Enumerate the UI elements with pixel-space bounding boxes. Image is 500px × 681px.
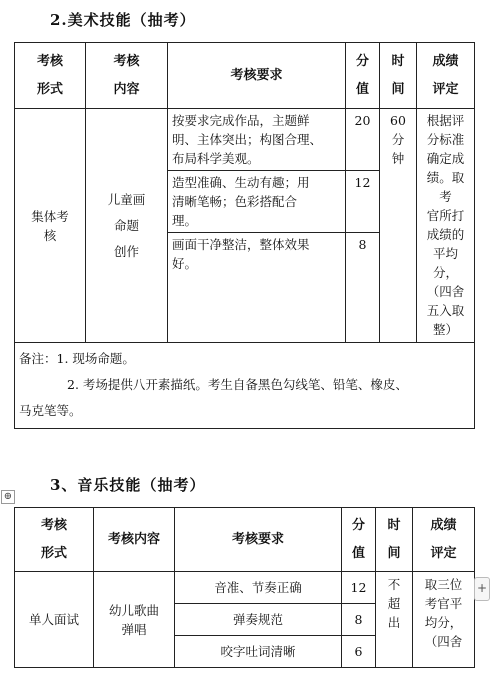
note-row — [15, 343, 475, 429]
header-grade: 成绩 评定 — [417, 43, 475, 109]
header-grade: 成绩 评定 — [413, 508, 475, 572]
requirement-cell: 按要求完成作品，主题鲜 明、主体突出；构图合理、 布局科学美观。 — [168, 109, 346, 171]
requirement-cell: 造型准确、生动有趣；用 清晰笔畅；色彩搭配合 理。 — [168, 171, 346, 233]
exam-content-cell: 幼儿歌曲 弹唱 — [94, 572, 175, 668]
exam-form-cell: 单人面试 — [15, 572, 94, 668]
header-row — [15, 508, 475, 572]
score-cell: 20 — [346, 109, 380, 171]
requirement-cell: 画面干净整洁，整体效果 好。 — [168, 233, 346, 343]
table-row — [15, 572, 475, 604]
time-cell: 不 超 出 — [376, 572, 413, 668]
grade-cell: 取三位 考官平 均分， （四舍 — [413, 572, 475, 668]
header-requirements: 考核要求 — [168, 43, 346, 109]
exam-content-cell: 儿童画 命题 创作 — [86, 109, 168, 343]
score-cell: 8 — [346, 233, 380, 343]
requirement-cell: 音准、节奏正确 — [175, 572, 342, 604]
score-cell: 12 — [342, 572, 376, 604]
table-move-handle-icon[interactable]: ⊕ — [1, 490, 15, 504]
note-line-1: 备注：1. 现场命题。 — [19, 351, 135, 366]
table-row — [15, 109, 475, 171]
art-skills-table — [14, 42, 475, 429]
time-cell: 60 分 钟 — [380, 109, 417, 343]
requirement-cell: 咬字吐词清晰 — [175, 636, 342, 668]
header-time: 时 间 — [376, 508, 413, 572]
grade-cell: 根据评 分标准 确定成 绩。取考 官所打 成绩的 平均分， （四舍 五入取 整） — [417, 109, 475, 343]
score-cell: 12 — [346, 171, 380, 233]
note-line-3: 马克笔等。 — [19, 403, 82, 418]
header-requirements: 考核要求 — [175, 508, 342, 572]
header-content: 考核内容 — [94, 508, 175, 572]
note-line-2: 2. 考场提供八开素描纸。考生自备黑色勾线笔、铅笔、橡皮、 — [67, 377, 408, 392]
exam-form-cell: 集体考 核 — [15, 109, 86, 343]
requirement-cell: 弹奏规范 — [175, 604, 342, 636]
add-column-button[interactable]: + — [474, 577, 490, 601]
score-cell: 6 — [342, 636, 376, 668]
header-row — [15, 43, 475, 109]
header-score: 分 值 — [342, 508, 376, 572]
header-content: 考核 内容 — [86, 43, 168, 109]
header-form: 考核 形式 — [15, 43, 86, 109]
music-skills-table — [14, 507, 475, 668]
header-form: 考核 形式 — [15, 508, 94, 572]
section3-title: 3、音乐技能（抽考） — [50, 476, 206, 494]
header-score: 分 值 — [346, 43, 380, 109]
section2-title: 2.美术技能（抽考） — [50, 11, 196, 29]
header-time: 时 间 — [380, 43, 417, 109]
score-cell: 8 — [342, 604, 376, 636]
note-cell — [15, 343, 475, 429]
